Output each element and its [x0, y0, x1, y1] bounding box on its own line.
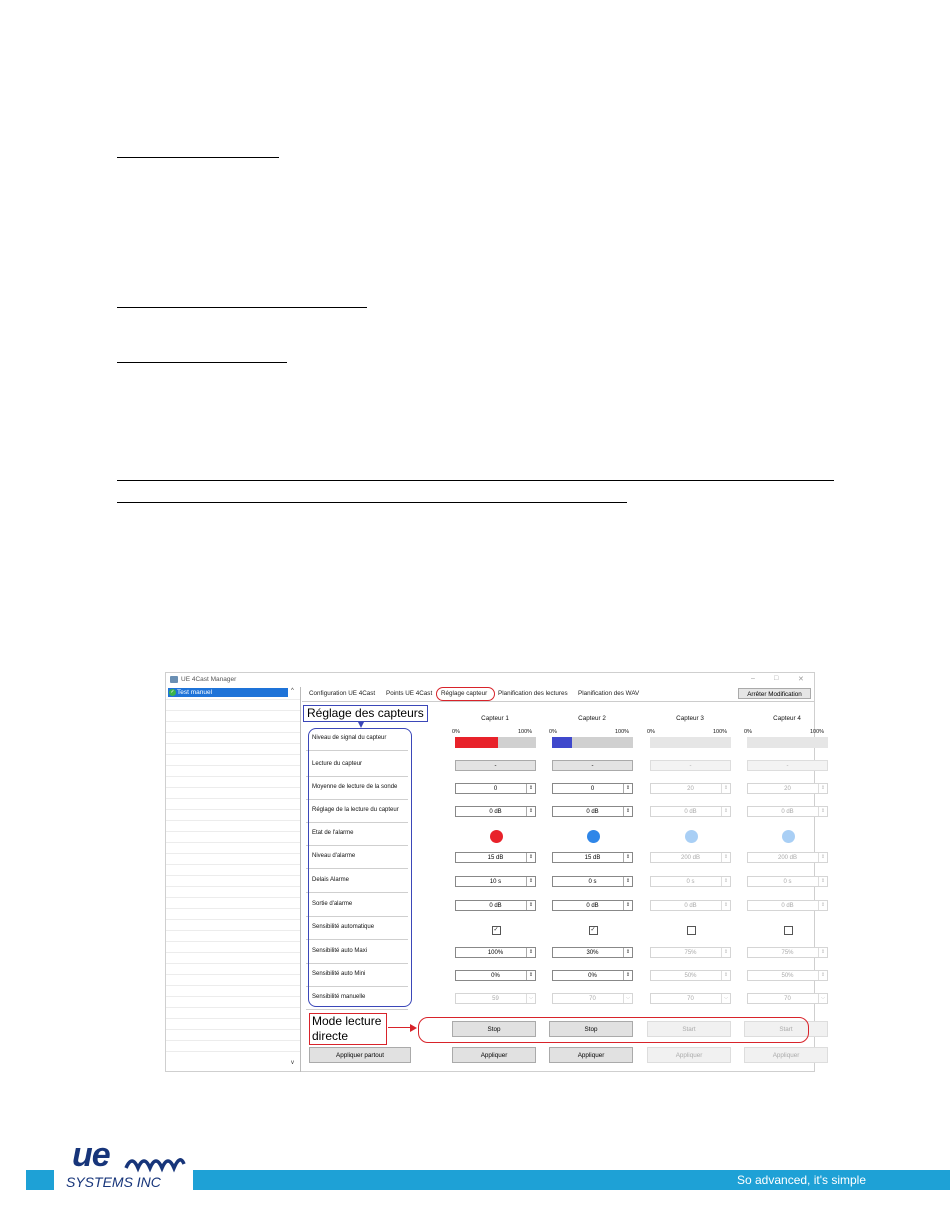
spinner-value: 0 s	[686, 879, 695, 885]
auto-sensitivity-checkbox[interactable]: ✓	[493, 927, 499, 933]
signal-level-bar	[552, 737, 633, 748]
tab-wav-schedule[interactable]: Planification des WAV	[578, 690, 640, 697]
spinner-value: 200 dB	[680, 855, 701, 861]
row-label: Moyenne de lecture de la sonde	[312, 784, 398, 790]
row-label: Lecture du capteur	[312, 761, 363, 767]
logo-wave-icon	[124, 1150, 186, 1174]
manual-sensitivity-select[interactable]	[455, 993, 536, 1004]
spinner-value: 200 dB	[777, 855, 798, 861]
spinner-value: 15 dB	[487, 855, 504, 861]
form-line-5	[117, 502, 627, 503]
live-mode-start-button[interactable]: Start	[744, 1021, 828, 1037]
spinner-arrows-icon[interactable]: ⇕	[818, 901, 827, 910]
spinner-arrows-icon[interactable]: ⇕	[526, 784, 535, 793]
tree-item-label: Test manuel	[177, 689, 213, 696]
logo-systems-inc: SYSTEMS INC	[66, 1174, 161, 1190]
arrow-head-icon	[410, 1024, 417, 1032]
alarm-level-spinner[interactable]	[747, 852, 828, 863]
spinner-arrows-icon[interactable]: ⇕	[818, 948, 827, 957]
spinner-value: 0%	[588, 973, 597, 979]
row-label: Sensibilité auto Mini	[312, 971, 366, 977]
live-mode-callout: Mode lecture directe	[309, 1013, 387, 1045]
chevron-down-icon[interactable]: ⌵	[623, 994, 632, 1003]
app-icon	[170, 676, 178, 683]
average-reading-spinner[interactable]	[650, 783, 731, 794]
spinner-arrows-icon[interactable]: ⇕	[721, 853, 730, 862]
spinner-value: 50%	[684, 973, 697, 979]
spinner-arrows-icon[interactable]: ⇕	[623, 784, 632, 793]
alarm-delay-spinner[interactable]	[747, 876, 828, 887]
sensor-column-header: Capteur 4	[773, 715, 801, 722]
logo-ue: ue	[72, 1136, 110, 1174]
sensor-reading-box: -	[552, 760, 633, 771]
auto-min-spinner[interactable]	[552, 970, 633, 981]
scale-max-label: 100%	[713, 729, 728, 735]
apply-button[interactable]: Appliquer	[647, 1047, 731, 1063]
live-mode-highlight	[418, 1017, 809, 1043]
spinner-arrows-icon[interactable]: ⇕	[526, 877, 535, 886]
window-title: UE 4Cast Manager	[181, 676, 237, 683]
signal-level-fill	[455, 737, 498, 748]
live-mode-start-button[interactable]: Start	[647, 1021, 731, 1037]
tab-sensor-settings[interactable]: Réglage capteur	[441, 690, 488, 697]
spinner-arrows-icon[interactable]: ⇕	[623, 948, 632, 957]
spinner-value: 0 dB	[586, 903, 599, 909]
auto-min-spinner[interactable]	[650, 970, 731, 981]
spinner-value: 0 dB	[489, 903, 502, 909]
row-separator	[306, 1009, 408, 1010]
spinner-value: 0 dB	[781, 903, 794, 909]
spinner-arrows-icon[interactable]: ⇕	[721, 784, 730, 793]
spinner-value: 0 s	[783, 879, 792, 885]
sensor-column-header: Capteur 1	[481, 715, 509, 722]
apply-button[interactable]: Appliquer	[549, 1047, 633, 1063]
auto-sensitivity-checkbox[interactable]: ✓	[590, 927, 596, 933]
spinner-arrows-icon[interactable]: ⇕	[818, 971, 827, 980]
signal-level-bar	[747, 737, 828, 748]
footer-bar-left	[26, 1170, 54, 1190]
spinner-value: 70	[784, 996, 791, 1002]
spinner-arrows-icon[interactable]: ⇕	[526, 901, 535, 910]
scale-min-label: 0%	[452, 729, 460, 735]
spinner-arrows-icon[interactable]: ⇕	[623, 807, 632, 816]
auto-max-spinner[interactable]	[455, 947, 536, 958]
spinner-value: 70	[589, 996, 596, 1002]
row-label: Sortie d'alarme	[312, 901, 353, 907]
check-circle-icon: ✓	[170, 689, 175, 695]
spinner-value: 30%	[586, 950, 599, 956]
signal-level-bar	[455, 737, 536, 748]
signal-level-fill	[552, 737, 572, 748]
spinner-arrows-icon[interactable]: ⇕	[526, 807, 535, 816]
alarm-level-spinner[interactable]	[552, 852, 633, 863]
spinner-arrows-icon[interactable]: ⇕	[721, 807, 730, 816]
spinner-arrows-icon[interactable]: ⇕	[526, 948, 535, 957]
form-line-4	[117, 480, 834, 481]
stop-modification-button[interactable]: Arrêter Modification	[738, 688, 811, 699]
spinner-value: 20	[687, 786, 694, 792]
spinner-value: 50%	[781, 973, 794, 979]
spinner-value: 0 dB	[684, 903, 697, 909]
reading-adjust-spinner[interactable]	[650, 806, 731, 817]
sensor-column-header: Capteur 2	[578, 715, 606, 722]
spinner-arrows-icon[interactable]: ⇕	[818, 807, 827, 816]
arrow-right-icon	[388, 1027, 412, 1028]
spinner-value: 0 dB	[684, 809, 697, 815]
spinner-arrows-icon[interactable]: ⇕	[818, 877, 827, 886]
manual-sensitivity-select[interactable]	[650, 993, 731, 1004]
alarm-output-spinner[interactable]	[552, 900, 633, 911]
auto-max-spinner[interactable]	[747, 947, 828, 958]
spinner-value: 20	[784, 786, 791, 792]
scale-min-label: 0%	[647, 729, 655, 735]
row-label: Niveau de signal du capteur	[312, 735, 387, 741]
spinner-value: 0	[590, 786, 595, 792]
chevron-down-icon[interactable]: ⌵	[818, 994, 827, 1003]
alarm-state-indicator	[587, 830, 600, 843]
alarm-delay-spinner[interactable]	[455, 876, 536, 887]
auto-sensitivity-checkbox[interactable]	[687, 926, 696, 935]
scale-min-label: 0%	[744, 729, 752, 735]
tab-points[interactable]: Points UE 4Cast	[386, 690, 433, 697]
callout-arrow-icon	[358, 722, 364, 728]
form-line-2	[117, 307, 367, 308]
alarm-output-spinner[interactable]	[455, 900, 536, 911]
row-label: Sensibilité manuelle	[312, 994, 366, 1000]
spinner-value: 0 dB	[781, 809, 794, 815]
auto-min-spinner[interactable]	[455, 970, 536, 981]
apply-button[interactable]: Appliquer	[452, 1047, 536, 1063]
alarm-delay-spinner[interactable]	[552, 876, 633, 887]
auto-max-spinner[interactable]	[650, 947, 731, 958]
footer-slogan: So advanced, it's simple	[737, 1173, 867, 1187]
spinner-arrows-icon[interactable]: ⇕	[721, 901, 730, 910]
apply-button[interactable]: Appliquer	[744, 1047, 828, 1063]
live-mode-stop-button[interactable]: Stop	[452, 1021, 536, 1037]
alarm-state-indicator	[685, 830, 698, 843]
spinner-value: 100%	[487, 950, 504, 956]
alarm-level-spinner[interactable]	[455, 852, 536, 863]
title-bar	[166, 673, 814, 687]
chevron-down-icon[interactable]: ⌵	[721, 994, 730, 1003]
row-label: Delais Alarme	[312, 877, 350, 883]
spinner-arrows-icon[interactable]: ⇕	[818, 784, 827, 793]
spinner-value: 10 s	[489, 879, 502, 885]
reading-adjust-spinner[interactable]	[552, 806, 633, 817]
signal-level-bar	[650, 737, 731, 748]
alarm-delay-spinner[interactable]	[650, 876, 731, 887]
sensor-column-header: Capteur 3	[676, 715, 704, 722]
alarm-output-spinner[interactable]	[650, 900, 731, 911]
spinner-arrows-icon[interactable]: ⇕	[818, 853, 827, 862]
scroll-down-icon[interactable]: v	[291, 1060, 294, 1066]
row-label: Sensibilité auto Maxi	[312, 948, 368, 954]
spinner-arrows-icon[interactable]: ⇕	[623, 971, 632, 980]
average-reading-spinner[interactable]	[455, 783, 536, 794]
scale-max-label: 100%	[518, 729, 533, 735]
tab-configuration[interactable]: Configuration UE 4Cast	[309, 690, 376, 697]
spinner-arrows-icon[interactable]: ⇕	[721, 877, 730, 886]
sensor-reading-box: -	[747, 760, 828, 771]
row-label: Niveau d'alarme	[312, 853, 356, 859]
average-reading-spinner[interactable]	[552, 783, 633, 794]
active-tab-highlight	[436, 687, 495, 701]
spinner-value: 70	[687, 996, 694, 1002]
apply-all-button[interactable]: Appliquer partout	[309, 1047, 411, 1063]
minimize-icon[interactable]: –	[751, 675, 755, 682]
spinner-value: 15 dB	[584, 855, 601, 861]
auto-sensitivity-checkbox[interactable]	[784, 926, 793, 935]
spinner-arrows-icon[interactable]: ⇕	[721, 948, 730, 957]
tab-reading-schedule[interactable]: Planification des lectures	[498, 690, 568, 697]
row-label: Etat de l'alarme	[312, 830, 354, 836]
spinner-value: 75%	[684, 950, 697, 956]
alarm-state-indicator	[782, 830, 795, 843]
form-line-1	[117, 157, 279, 158]
spinner-arrows-icon[interactable]: ⇕	[721, 971, 730, 980]
spinner-value: 0 dB	[489, 809, 502, 815]
sidebar-list	[166, 689, 300, 1057]
alarm-output-spinner[interactable]	[747, 900, 828, 911]
spinner-value: 75%	[781, 950, 794, 956]
scale-min-label: 0%	[549, 729, 557, 735]
chevron-down-icon[interactable]: ⌵	[526, 994, 535, 1003]
spinner-arrows-icon[interactable]: ⇕	[526, 853, 535, 862]
live-mode-stop-button[interactable]: Stop	[549, 1021, 633, 1037]
alarm-level-spinner[interactable]	[650, 852, 731, 863]
spinner-value: 0	[493, 786, 498, 792]
auto-min-spinner[interactable]	[747, 970, 828, 981]
sensor-reading-box: -	[650, 760, 731, 771]
row-label: Sensibilité automatique	[312, 924, 375, 930]
average-reading-spinner[interactable]	[747, 783, 828, 794]
tree-item-test[interactable]	[168, 688, 288, 697]
spinner-arrows-icon[interactable]: ⇕	[623, 877, 632, 886]
spinner-value: 0 dB	[586, 809, 599, 815]
form-line-3	[117, 362, 287, 363]
app-screenshot	[165, 672, 826, 1072]
scale-max-label: 100%	[615, 729, 630, 735]
sidebar	[166, 687, 301, 1072]
maximize-icon[interactable]: □	[774, 675, 779, 682]
sensor-settings-callout: Réglage des capteurs	[303, 705, 428, 722]
sensor-reading-box: -	[455, 760, 536, 771]
manual-sensitivity-select[interactable]	[552, 993, 633, 1004]
reading-adjust-spinner[interactable]	[455, 806, 536, 817]
spinner-arrows-icon[interactable]: ⇕	[526, 971, 535, 980]
spinner-value: 0%	[491, 973, 500, 979]
spinner-value: 59	[492, 996, 499, 1002]
auto-max-spinner[interactable]	[552, 947, 633, 958]
sensor-labels-highlight	[308, 728, 412, 1007]
manual-sensitivity-select[interactable]	[747, 993, 828, 1004]
scroll-up-icon[interactable]: ^	[291, 688, 294, 694]
scale-max-label: 100%	[810, 729, 825, 735]
reading-adjust-spinner[interactable]	[747, 806, 828, 817]
spinner-arrows-icon[interactable]: ⇕	[623, 853, 632, 862]
close-icon[interactable]: ✕	[798, 676, 804, 683]
spinner-value: 0 s	[588, 879, 597, 885]
spinner-arrows-icon[interactable]: ⇕	[623, 901, 632, 910]
alarm-state-indicator	[490, 830, 503, 843]
row-label: Réglage de la lecture du capteur	[312, 807, 399, 813]
